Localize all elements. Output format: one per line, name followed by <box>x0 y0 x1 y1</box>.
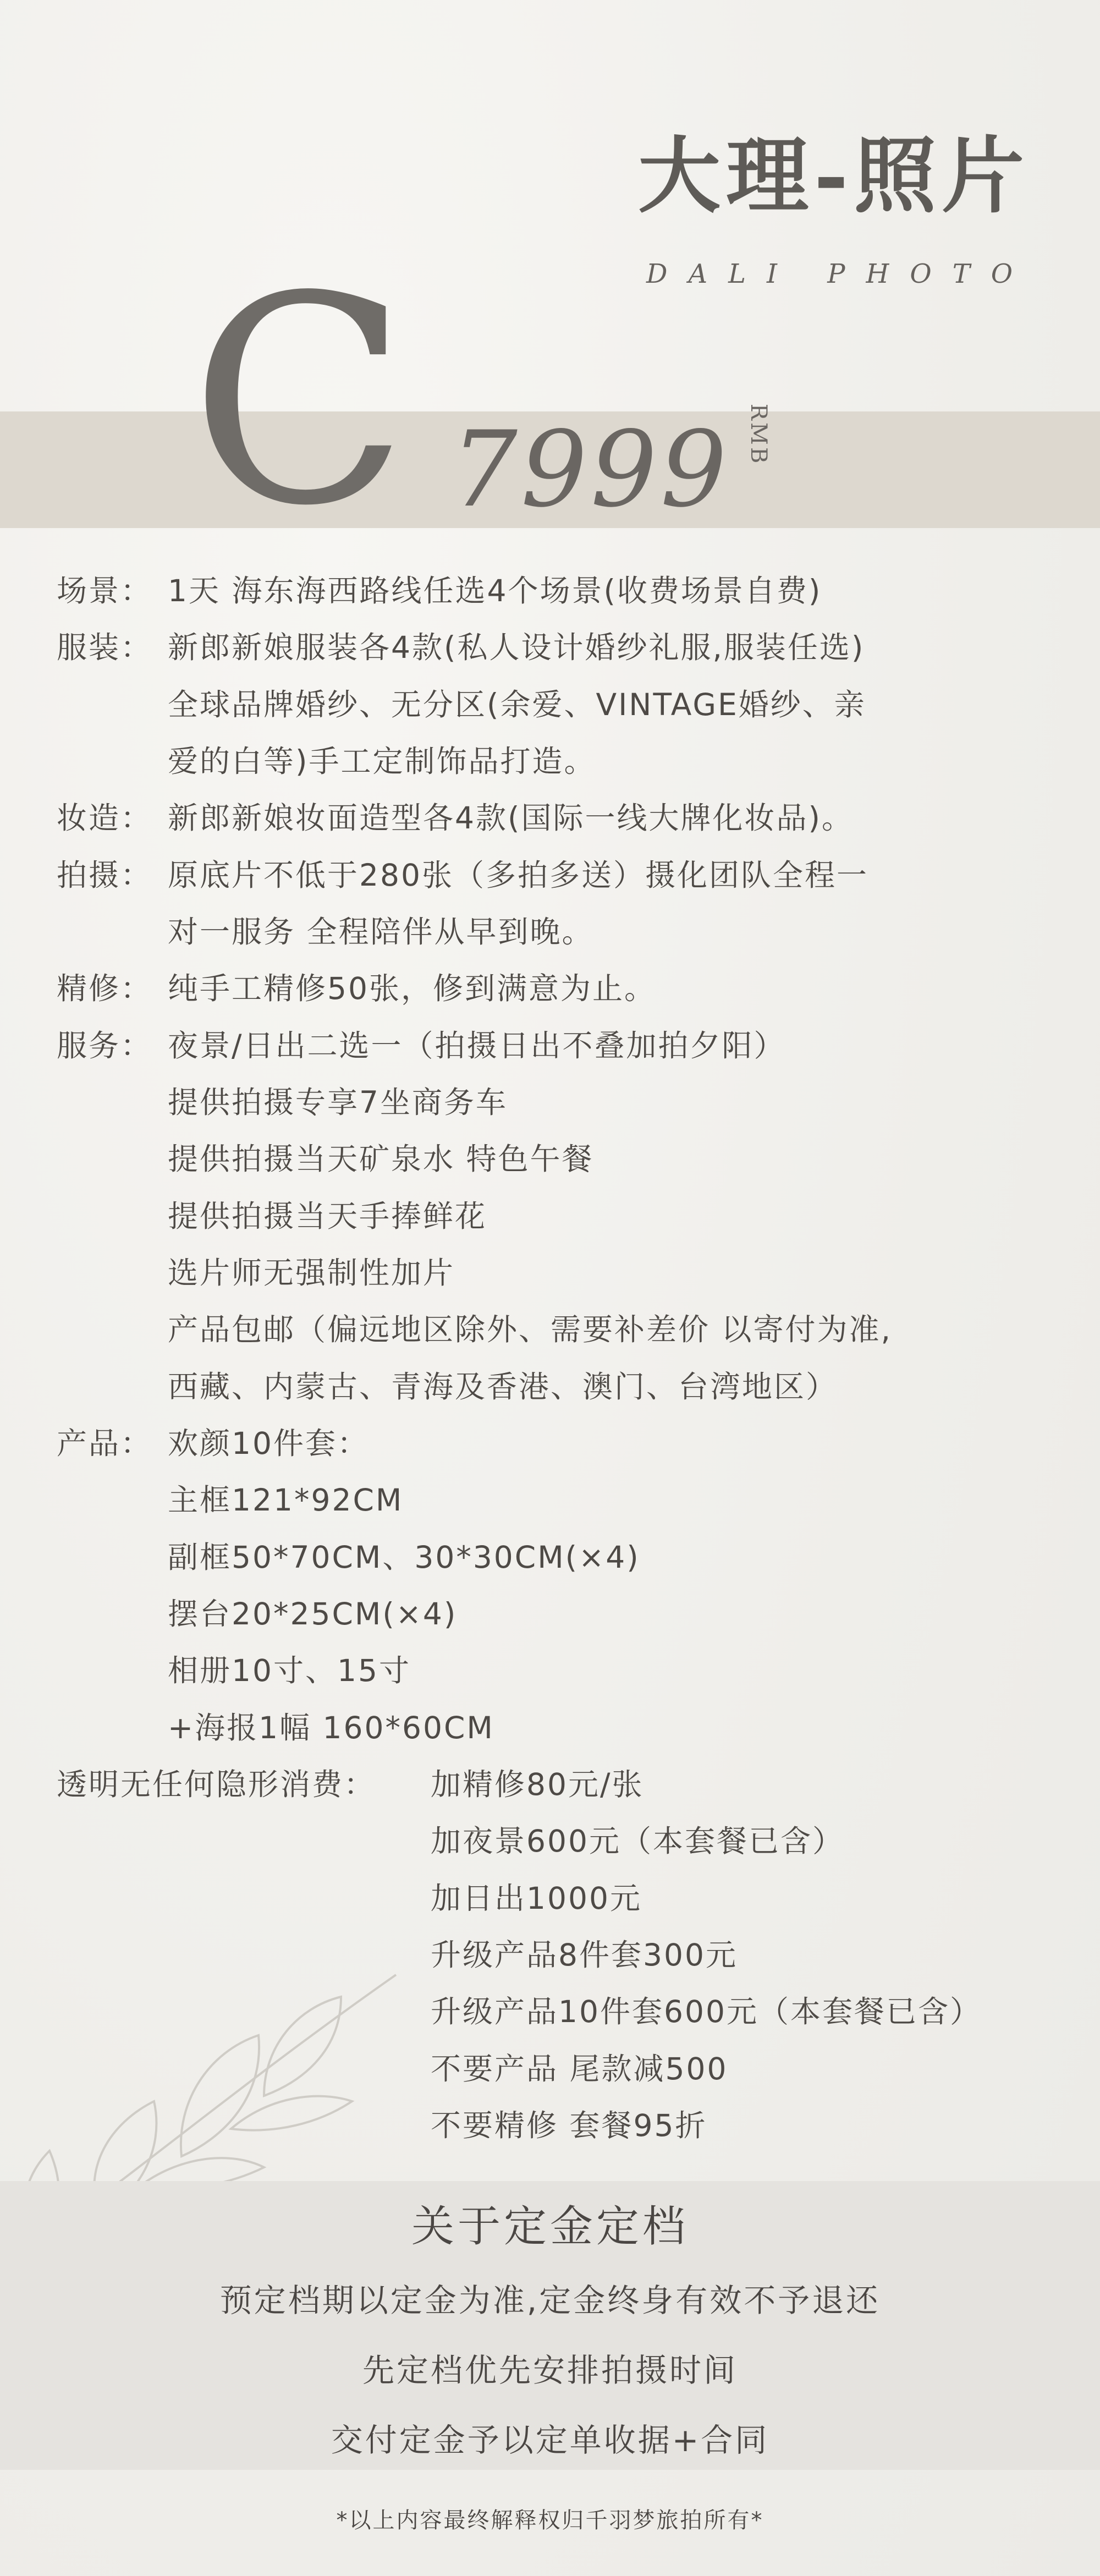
detail-label: 服装： <box>57 630 153 665</box>
package-price: 7999 <box>451 409 730 530</box>
detail-label: 精修： <box>57 971 153 1006</box>
detail-line: 欢颜10件套： <box>168 1426 369 1461</box>
deposit-title: 关于定金定档 <box>411 2202 689 2251</box>
page-title: 大理-照片 <box>638 128 1030 224</box>
detail-label: 场景： <box>57 573 153 608</box>
detail-line: 提供拍摄专享7坐商务车 <box>168 1085 508 1120</box>
detail-label: 妆造： <box>57 800 153 836</box>
package-letter: C <box>190 235 409 568</box>
detail-line: 提供拍摄当天矿泉水 特色午餐 <box>168 1141 594 1177</box>
detail-line: 新郎新娘服装各4款(私人设计婚纱礼服,服装任选) <box>168 630 865 665</box>
detail-line: 相册10寸、15寸 <box>168 1653 411 1688</box>
detail-line: 副框50*70CM、30*30CM(×4) <box>168 1540 640 1575</box>
detail-line: 全球品牌婚纱、无分区(余爱、VINTAGE婚纱、亲 <box>168 687 866 722</box>
extras-line: 升级产品8件套300元 <box>431 1937 738 1973</box>
detail-line: 原底片不低于280张（多拍多送）摄化团队全程一 <box>168 858 868 893</box>
detail-line: 爱的白等)手工定制饰品打造。 <box>168 744 596 779</box>
deposit-line: 先定档优先安排拍摄时间 <box>362 2352 738 2389</box>
detail-line: 提供拍摄当天手捧鲜花 <box>168 1199 487 1234</box>
detail-line: 1天 海东海西路线任选4个场景(收费场景自费) <box>168 573 822 608</box>
extras-line: 加夜景600元（本套餐已含） <box>431 1823 844 1859</box>
detail-line: 产品包邮（偏远地区除外、需要补差价 以寄付为准, <box>168 1312 892 1347</box>
detail-line: 夜景/日出二选一（拍摄日出不叠加拍夕阳） <box>168 1028 786 1063</box>
detail-line: 主框121*92CM <box>168 1482 404 1518</box>
detail-label: 拍摄： <box>57 858 153 893</box>
detail-line: 摆台20*25CM(×4) <box>168 1596 458 1632</box>
detail-label: 产品： <box>57 1426 153 1461</box>
detail-line: +海报1幅 160*60CM <box>168 1710 494 1745</box>
extras-line: 升级产品10件套600元（本套餐已含） <box>431 1994 982 2029</box>
detail-line: 纯手工精修50张，修到满意为止。 <box>168 971 656 1006</box>
detail-line: 新郎新娘妆面造型各4款(国际一线大牌化妆品)。 <box>168 800 854 836</box>
footer-note: *以上内容最终解释权归千羽梦旅拍所有* <box>336 2508 764 2533</box>
deposit-line: 交付定金予以定单收据+合同 <box>331 2421 769 2459</box>
extras-line: 加日出1000元 <box>431 1881 642 1916</box>
page-subtitle: DALI PHOTO <box>646 259 1034 289</box>
extras-line: 加精修80元/张 <box>431 1767 644 1802</box>
detail-line: 选片师无强制性加片 <box>168 1255 455 1290</box>
extras-label: 透明无任何隐形消费： <box>57 1767 376 1802</box>
detail-line: 西藏、内蒙古、青海及香港、澳门、台湾地区） <box>168 1369 838 1404</box>
currency-label: RMB <box>746 403 771 466</box>
extras-line: 不要精修 套餐95折 <box>431 2108 707 2143</box>
extras-line: 不要产品 尾款减500 <box>431 2051 728 2086</box>
deposit-line: 预定档期以定金为准,定金终身有效不予退还 <box>219 2282 881 2319</box>
detail-line: 对一服务 全程陪伴从早到晚。 <box>168 914 594 949</box>
detail-label: 服务： <box>57 1028 153 1063</box>
